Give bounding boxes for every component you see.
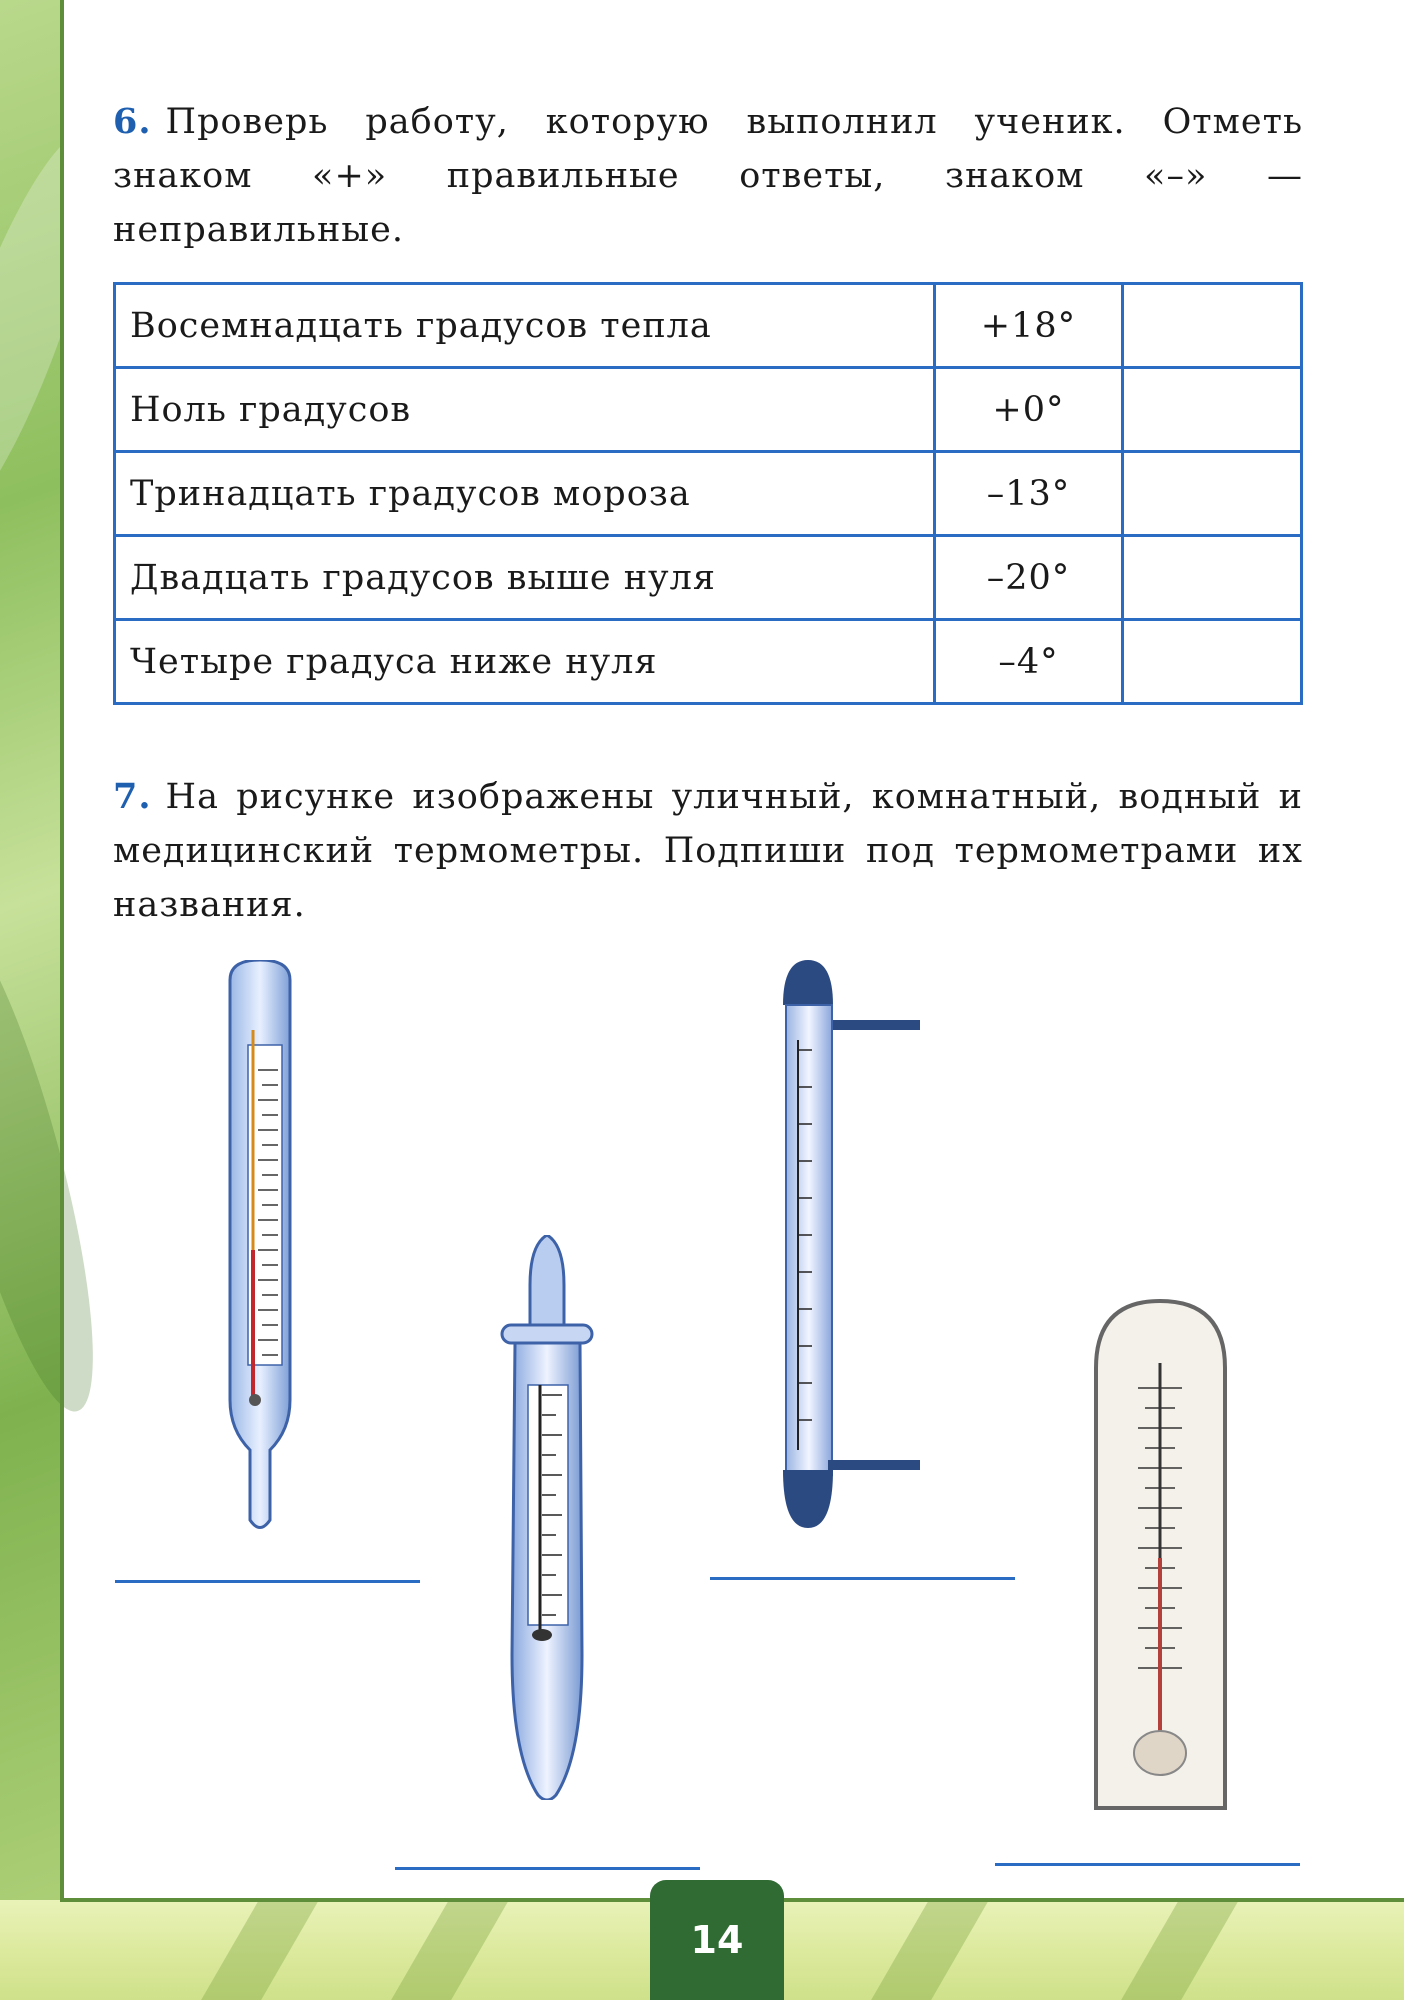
row-description: Ноль градусов bbox=[115, 368, 935, 452]
task-6-text: Проверь работу, которую выполнил ученик. Отметь знаком «+» правильные ответы, знаком «–» — неправильные. bbox=[113, 102, 1303, 250]
table-row bbox=[115, 368, 1302, 452]
row-description: Тринадцать градусов мороза bbox=[115, 452, 935, 536]
answer-table bbox=[113, 282, 1303, 705]
table-row bbox=[115, 452, 1302, 536]
row-description: Четыре градуса ниже нуля bbox=[115, 620, 935, 704]
row-value: +0° bbox=[934, 368, 1123, 452]
left-decorative-band bbox=[0, 0, 62, 2000]
task-7-text: На рисунке изображены уличный, комнатный, водный и медицинский термометры. Подпиши под термометрами их названия. bbox=[113, 777, 1303, 925]
medical-thermometer-icon bbox=[220, 960, 300, 1535]
page-number: 14 bbox=[690, 1918, 744, 1962]
row-mark-cell[interactable] bbox=[1123, 620, 1302, 704]
answer-line-water[interactable] bbox=[395, 1867, 700, 1870]
row-description: Восемнадцать градусов тепла bbox=[115, 284, 935, 368]
row-value: +18° bbox=[934, 284, 1123, 368]
stripe-decoration bbox=[871, 1900, 989, 2000]
row-value: –4° bbox=[934, 620, 1123, 704]
task-6 bbox=[113, 95, 1303, 257]
row-value: –20° bbox=[934, 536, 1123, 620]
row-mark-cell[interactable] bbox=[1123, 368, 1302, 452]
table-row bbox=[115, 620, 1302, 704]
page-left-border bbox=[60, 0, 64, 1910]
outdoor-thermometer-icon bbox=[778, 960, 923, 1528]
stripe-decoration bbox=[1121, 1900, 1239, 2000]
room-thermometer-icon bbox=[1093, 1298, 1228, 1810]
row-mark-cell[interactable] bbox=[1123, 536, 1302, 620]
task-6-number: 6. bbox=[113, 101, 152, 142]
stripe-decoration bbox=[201, 1900, 319, 2000]
answer-line-room[interactable] bbox=[995, 1863, 1300, 1866]
leaf-decoration bbox=[0, 117, 129, 542]
answer-line-outdoor[interactable] bbox=[710, 1577, 1015, 1580]
task-7-number: 7. bbox=[113, 776, 152, 817]
row-mark-cell[interactable] bbox=[1123, 452, 1302, 536]
stripe-decoration bbox=[391, 1900, 509, 2000]
row-description: Двадцать градусов выше нуля bbox=[115, 536, 935, 620]
row-mark-cell[interactable] bbox=[1123, 284, 1302, 368]
task-7 bbox=[113, 770, 1303, 932]
row-value: –13° bbox=[934, 452, 1123, 536]
table-row bbox=[115, 536, 1302, 620]
answer-line-medical[interactable] bbox=[115, 1580, 420, 1583]
table-row bbox=[115, 284, 1302, 368]
page-number-tab bbox=[650, 1880, 784, 2000]
water-thermometer-icon bbox=[500, 1235, 595, 1800]
